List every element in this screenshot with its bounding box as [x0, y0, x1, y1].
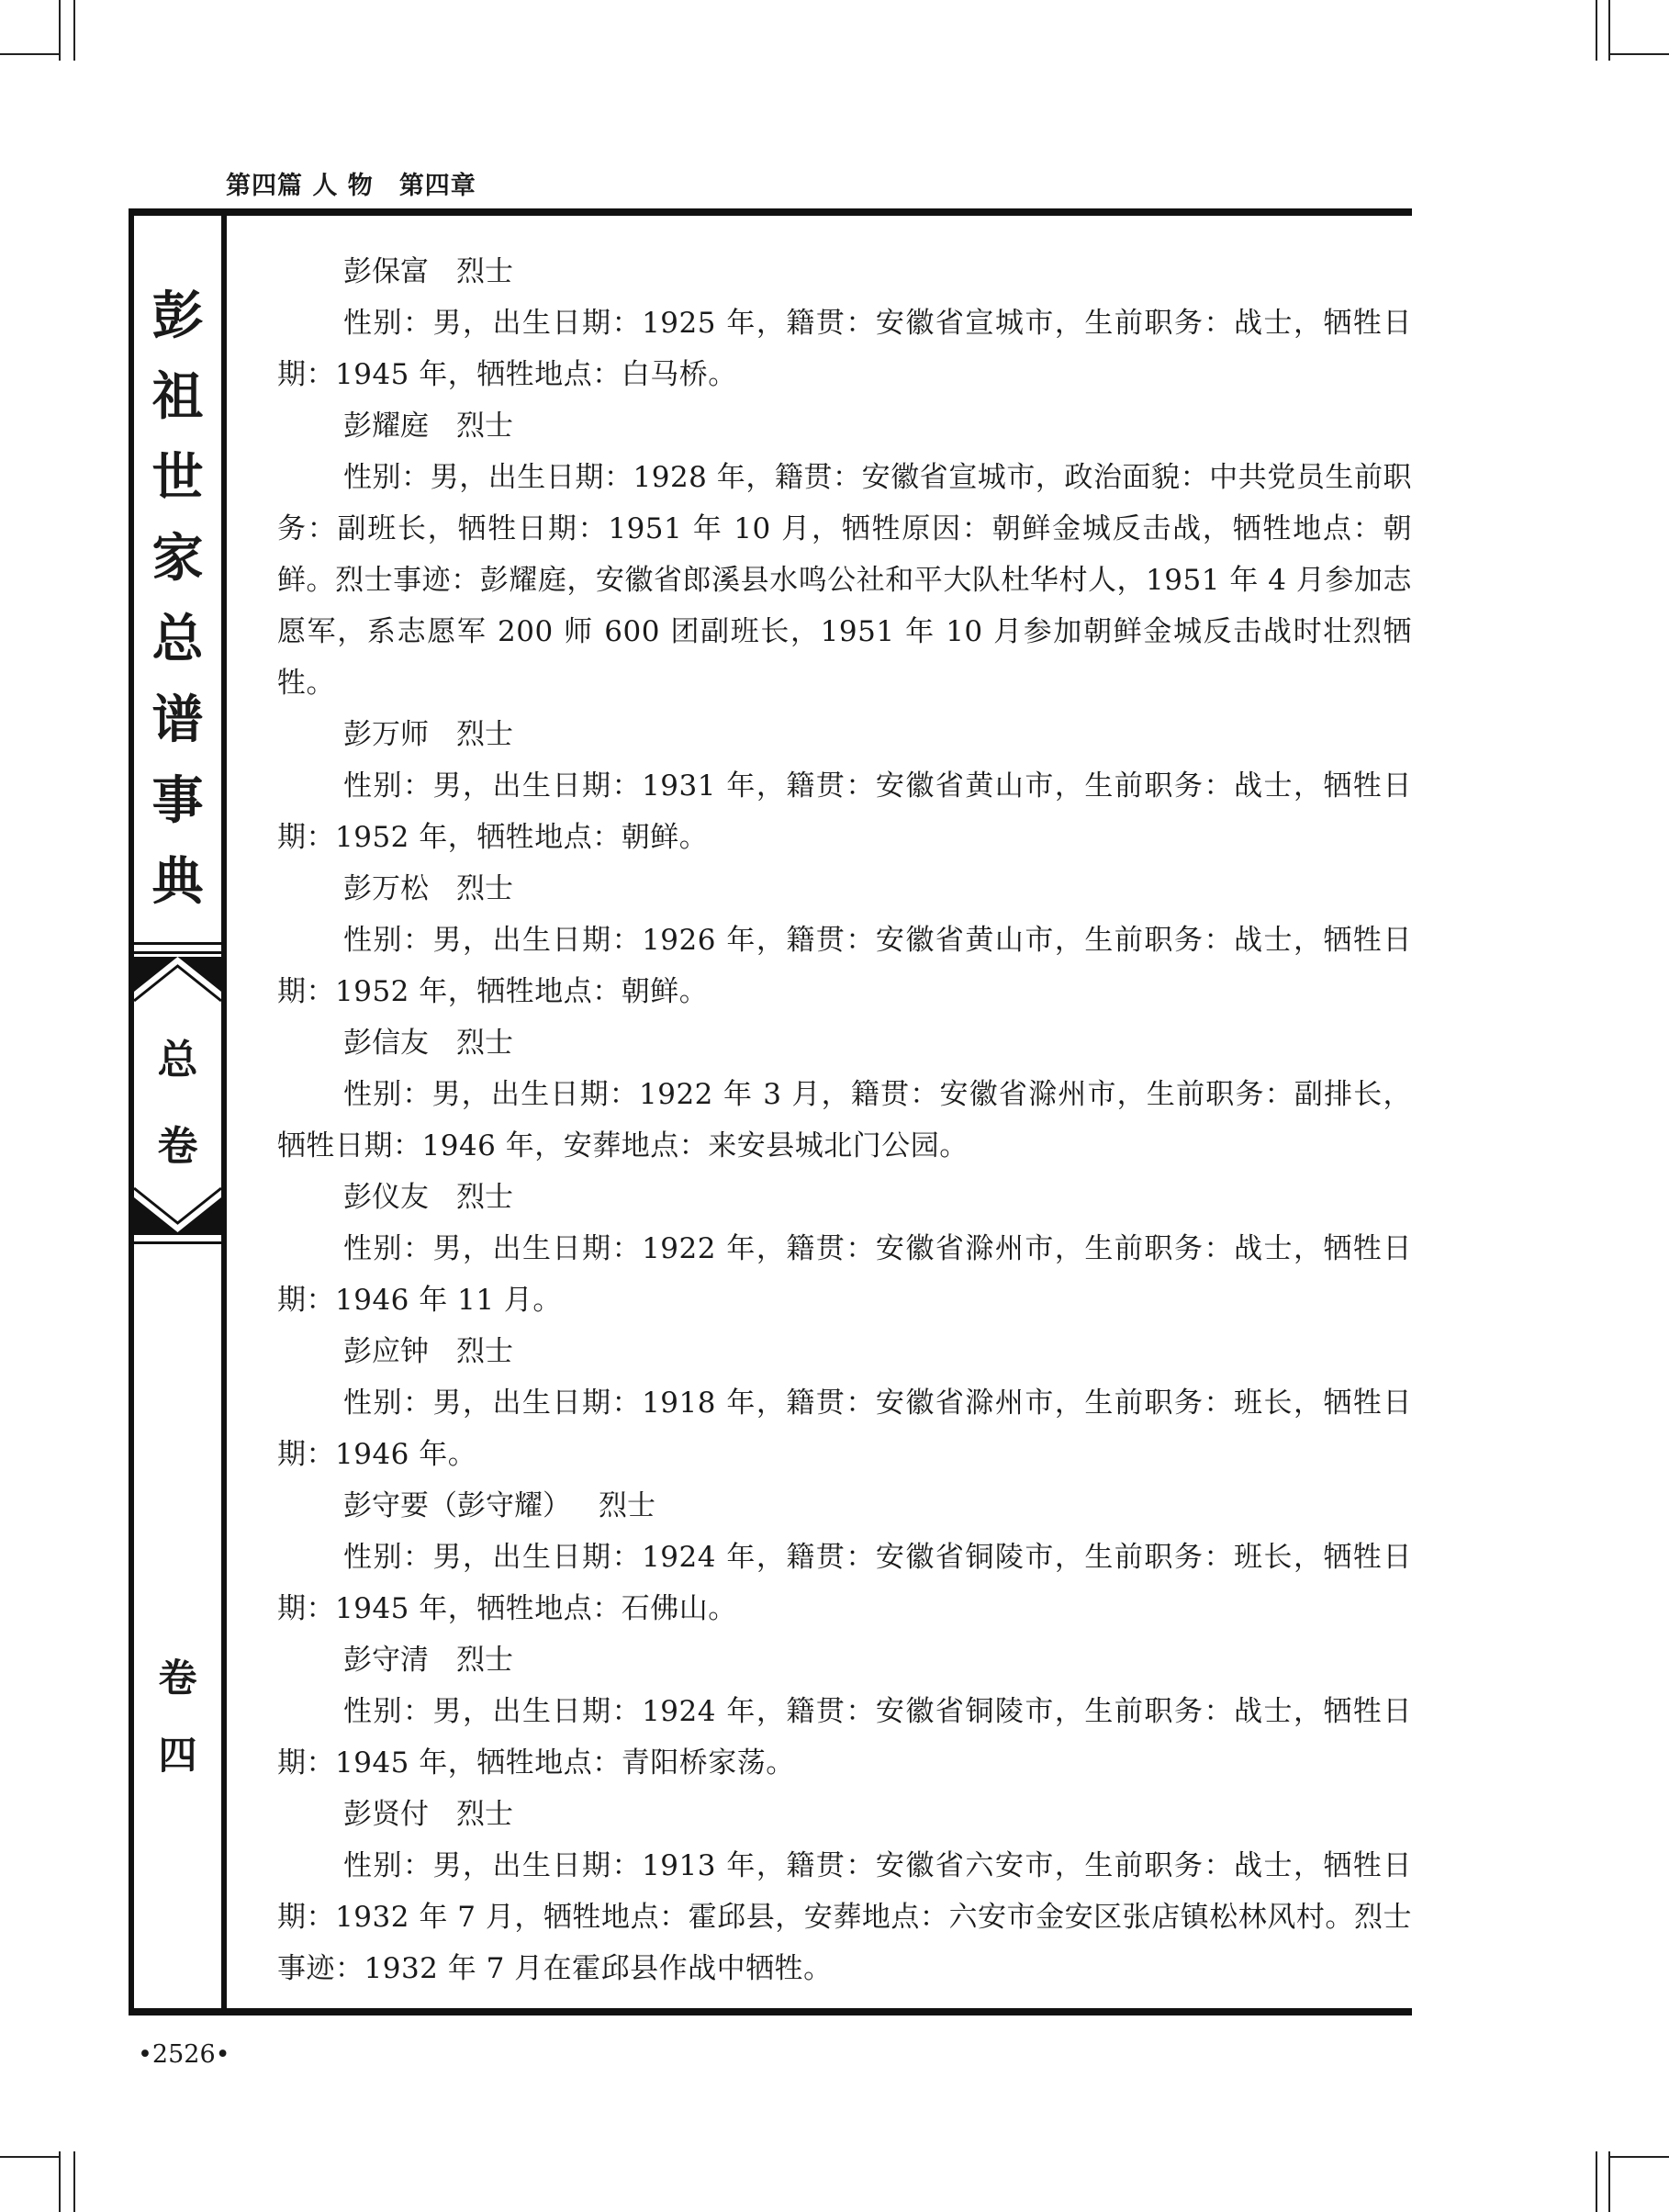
- book-title-char: 总: [151, 609, 204, 669]
- sidebar-separator: [134, 1232, 221, 1235]
- entry: [277, 1326, 1412, 1480]
- book-title-char: 祖: [151, 366, 204, 427]
- entry: [277, 863, 1412, 1017]
- book-title-char: 典: [151, 851, 204, 912]
- frame-bottom-rule: [129, 2008, 1412, 2016]
- section-label-char: 卷: [157, 1123, 198, 1170]
- entry-body: 性别：男，出生日期：1925 年，籍贯：安徽省宣城市，生前职务：战士，牺牲日期：1945 年，牺牲地点：白马桥。: [277, 307, 1412, 391]
- crop-mark: [1608, 2156, 1669, 2158]
- entry-name: 彭万师: [343, 718, 429, 751]
- crop-mark: [1608, 2151, 1610, 2212]
- crop-mark: [1608, 0, 1610, 61]
- entry-body: 性别：男，出生日期：1924 年，籍贯：安徽省铜陵市，生前职务：战士，牺牲日期：1945 年，牺牲地点：青阳桥家荡。: [277, 1695, 1412, 1780]
- entry-body: 性别：男，出生日期：1922 年，籍贯：安徽省滁州市，生前职务：战士，牺牲日期：1946 年 11 月。: [277, 1232, 1412, 1317]
- entry-body: 性别：男，出生日期：1918 年，籍贯：安徽省滁州市，生前职务：班长，牺牲日期：1946 年。: [277, 1387, 1412, 1471]
- entry-name: 彭耀庭: [343, 410, 429, 443]
- sidebar-volume-label: [134, 1640, 221, 1794]
- entry-name: 彭守要（彭守耀）: [343, 1489, 571, 1522]
- entry-body: 性别：男，出生日期：1928 年，籍贯：安徽省宣城市，政治面貌：中共党员生前职务：副班长，牺牲日期：1951 年 10 月，牺牲原因：朝鲜金城反击战，牺牲地点：朝鲜。烈士事迹：彭耀庭，安徽省郎溪县水鸣公社和平大队杜华村人，1951 年 4 月参加志愿军，系志愿军 200 师 600 团副班长，1951 年 10 月参加朝鲜金城反击战时壮烈牺牲。: [277, 461, 1412, 700]
- entry: [277, 1634, 1412, 1789]
- running-head-part: 第四篇 人 物: [226, 172, 374, 200]
- entries-list: [277, 246, 1412, 1994]
- entry: [277, 1789, 1412, 1994]
- entry-name: 彭仪友: [343, 1181, 429, 1214]
- book-title-char: 彭: [151, 286, 204, 346]
- crop-mark: [1596, 0, 1597, 61]
- sidebar-separator: [134, 951, 221, 954]
- crop-mark: [0, 2156, 61, 2158]
- sidebar-separator: [134, 1241, 221, 1244]
- crop-mark: [1596, 2151, 1597, 2212]
- volume-label-char: 卷: [158, 1656, 197, 1701]
- page-number: •2526•: [138, 2040, 230, 2069]
- crop-mark: [0, 53, 61, 55]
- sidebar-separator: [134, 942, 221, 945]
- crop-mark: [73, 2151, 75, 2212]
- book-title-char: 世: [151, 447, 204, 508]
- book-title-char: 事: [151, 770, 204, 831]
- entry: [277, 1172, 1412, 1326]
- entry-title: 烈士: [456, 1027, 513, 1060]
- running-head: [226, 165, 502, 201]
- crop-mark: [73, 0, 75, 61]
- section-label-char: 总: [157, 1037, 198, 1084]
- entry-body: 性别：男，出生日期：1922 年 3 月，籍贯：安徽省滁州市，生前职务：副排长，牺牲日期：1946 年，安葬地点：来安县城北门公园。: [277, 1078, 1412, 1162]
- entry-title: 烈士: [456, 718, 513, 751]
- entry: [277, 400, 1412, 709]
- entry-name: 彭守清: [343, 1644, 429, 1677]
- entry-body: 性别：男，出生日期：1924 年，籍贯：安徽省铜陵市，生前职务：班长，牺牲日期：1945 年，牺牲地点：石佛山。: [277, 1541, 1412, 1625]
- sidebar-section-label: [134, 1017, 221, 1190]
- entry: [277, 246, 1412, 400]
- entry-body: 性别：男，出生日期：1926 年，籍贯：安徽省黄山市，生前职务：战士，牺牲日期：1952 年，牺牲地点：朝鲜。: [277, 924, 1412, 1008]
- crop-mark: [59, 2151, 61, 2212]
- book-title-char: 家: [151, 528, 204, 589]
- sidebar-book-title: [134, 275, 221, 922]
- frame-top-rule: [129, 208, 1412, 216]
- entry-title: 烈士: [456, 1798, 513, 1831]
- entry-body: 性别：男，出生日期：1931 年，籍贯：安徽省黄山市，生前职务：战士，牺牲日期：1952 年，牺牲地点：朝鲜。: [277, 769, 1412, 854]
- entry-title: 烈士: [456, 1181, 513, 1214]
- entry-title: 烈士: [456, 872, 513, 905]
- entry-name: 彭应钟: [343, 1335, 429, 1368]
- entry-body: 性别：男，出生日期：1913 年，籍贯：安徽省六安市，生前职务：战士，牺牲日期：1932 年 7 月，牺牲地点：霍邱县，安葬地点：六安市金安区张店镇松林风村。烈士事迹：1932 年 7 月在霍邱县作战中牺牲。: [277, 1849, 1412, 1985]
- entry-name: 彭贤付: [343, 1798, 429, 1831]
- entry-name: 彭保富: [343, 255, 429, 288]
- book-title-char: 谱: [151, 690, 204, 750]
- entry-name: 彭信友: [343, 1027, 429, 1060]
- entry-name: 彭万松: [343, 872, 429, 905]
- entry-title: 烈士: [599, 1489, 655, 1522]
- entry-title: 烈士: [456, 255, 513, 288]
- entry-title: 烈士: [456, 410, 513, 443]
- sidebar-right-rule: [221, 208, 227, 2016]
- entry: [277, 1480, 1412, 1634]
- entry-title: 烈士: [456, 1335, 513, 1368]
- entry: [277, 709, 1412, 863]
- volume-label-char: 四: [158, 1733, 197, 1778]
- crop-mark: [59, 0, 61, 61]
- running-head-chapter: 第四章: [398, 172, 476, 200]
- entry: [277, 1017, 1412, 1172]
- crop-mark: [1608, 53, 1669, 55]
- entry-title: 烈士: [456, 1644, 513, 1677]
